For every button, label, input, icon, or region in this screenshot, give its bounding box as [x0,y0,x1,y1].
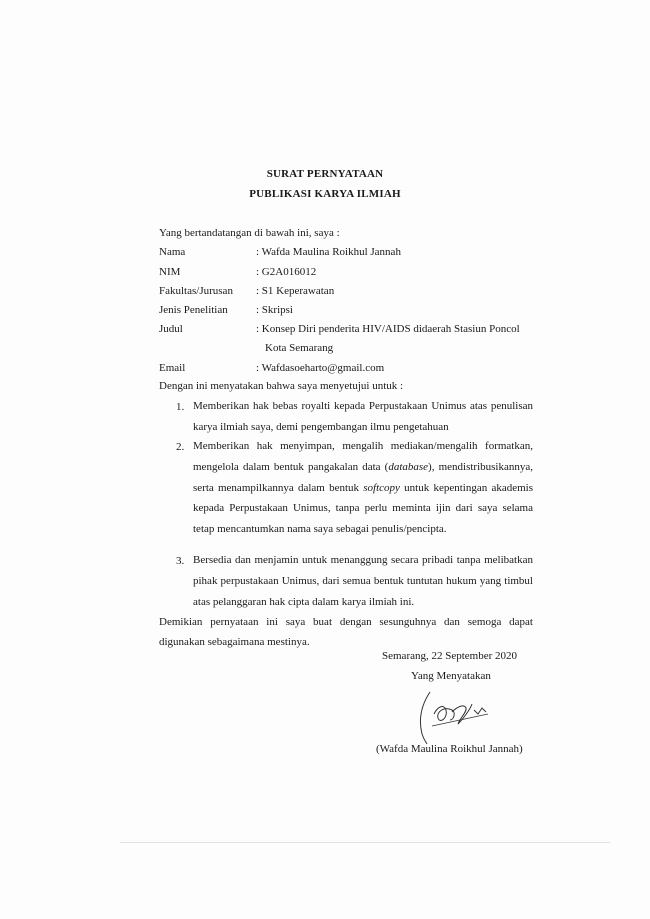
field-label-email: Email [159,362,186,374]
field-label-fakultas: Fakultas/Jurusan [159,285,233,297]
document-subtitle: PUBLIKASI KARYA ILMIAH [249,188,401,200]
signature-image [400,684,500,744]
divider [120,842,610,843]
item-text: Memberikan hak bebas royalti kepada Perpustakaan Unimus atas penulisan karya ilmiah saya, demi pengembangan ilmu pengetahuan [193,400,533,433]
field-value-jenis: : Skripsi [256,304,293,316]
field-label-nama: Nama [159,246,186,258]
field-value-judul: : Konsep Diri penderita HIV/AIDS didaerah Stasiun Poncol [256,323,520,335]
field-value-fakultas: : S1 Keperawatan [256,285,335,297]
item-number: 2. [176,441,185,453]
item-number: 3. [176,555,185,567]
field-value-nim: : G2A016012 [256,266,317,278]
declarant-label: Yang Menyatakan [411,670,491,682]
item-text: Bersedia dan menjamin untuk menanggung secara pribadi tanpa melibatkan pihak perpustakaan Unimus, dari semua bentuk tuntutan hukum yang timbul atas pelanggaran hak cipta dalam karya ilmiah ini. [193,554,533,608]
signatory-name: (Wafda Maulina Roikhul Jannah) [376,743,523,755]
field-label-jenis: Jenis Penelitian [159,304,228,316]
field-value-email: : Wafdasoeharto@gmail.com [256,362,385,374]
closing-text: Demikian pernyataan ini saya buat dengan sesunguhnya dan semoga dapat digunakan sebagaimana mestinya. [159,616,533,648]
document-title: SURAT PERNYATAAN [266,168,384,180]
place-date: Semarang, 22 September 2020 [382,650,518,662]
field-label-judul: Judul [159,323,183,335]
field-value-judul-line2: Kota Semarang [265,342,334,354]
statement-text: Dengan ini menyatakan bahwa saya menyetujui untuk : [159,380,404,392]
field-value-nama: : Wafda Maulina Roikhul Jannah [256,246,401,258]
item-number: 1. [176,401,185,413]
field-label-nim: NIM [159,266,181,278]
intro-text: Yang bertandatangan di bawah ini, saya : [159,227,340,239]
item-text: Memberikan hak menyimpan, mengalih mediakan/mengalih formatkan, mengelola dalam bentuk pangakalan data (database), mendistribusikannya, serta menampilkannya dalam bentuk softcopy untuk kepentingan akademis kepada Perpustakaan Unimus, tanpa perlu meminta ijin dari saya selama tetap mencantumkan nama saya sebagai penulis/pencipta. [193,440,533,536]
